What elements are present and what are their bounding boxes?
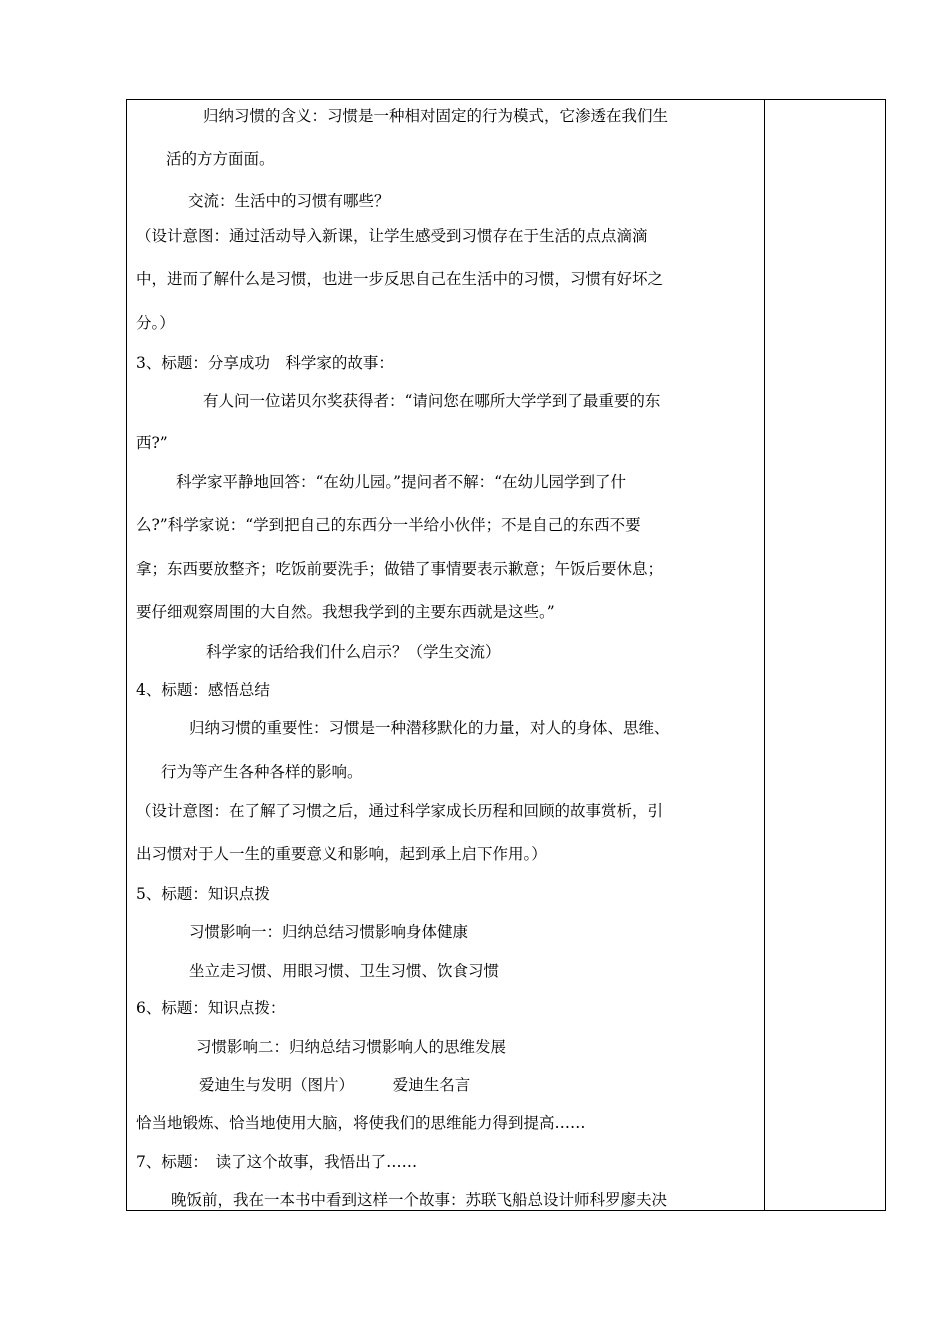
text-line: 么?”科学家说：“学到把自己的东西分一半给小伙伴；不是自己的东西不要 (136, 516, 641, 534)
section-heading: 6、标题：知识点拨： (136, 999, 286, 1017)
text-line: 归纳习惯的含义：习惯是一种相对固定的行为模式，它渗透在我们生 (203, 107, 669, 125)
text-line: 有人问一位诺贝尔奖获得者：“请问您在哪所大学学到了最重要的东 (203, 392, 661, 410)
section-heading: 4、标题：感悟总结 (136, 681, 270, 699)
section-heading: 7、标题： 读了这个故事，我悟出了…… (136, 1153, 418, 1171)
column-divider (764, 100, 765, 1210)
text-line: 要仔细观察周围的大自然。我想我学到的主要东西就是这些。” (136, 603, 555, 621)
text-line: （设计意图：通过活动导入新课，让学生感受到习惯存在于生活的点点滴滴 (136, 227, 648, 245)
text-line: 爱迪生与发明（图片） 爱迪生名言 (199, 1076, 471, 1094)
section-heading: 5、标题：知识点拨 (136, 885, 270, 903)
text-line: 习惯影响二：归纳总结习惯影响人的思维发展 (196, 1038, 507, 1056)
text-line: 归纳习惯的重要性：习惯是一种潜移默化的力量，对人的身体、思维、 (189, 719, 670, 737)
text-line: 坐立走习惯、用眼习惯、卫生习惯、饮食习惯 (189, 962, 500, 980)
text-line: 习惯影响一：归纳总结习惯影响身体健康 (189, 923, 469, 941)
section-heading: 3、标题：分享成功 科学家的故事： (136, 354, 394, 372)
text-line: 拿；东西要放整齐；吃饭前要洗手；做错了事情要表示歉意；午饭后要休息； (136, 560, 664, 578)
text-line: 西?” (136, 434, 168, 452)
text-line: 恰当地锻炼、恰当地使用大脑，将使我们的思维能力得到提高…… (136, 1114, 586, 1132)
text-line: 科学家的话给我们什么启示？（学生交流） (206, 643, 501, 661)
text-line: 晚饭前，我在一本书中看到这样一个故事：苏联飞船总设计师科罗廖夫决 (171, 1191, 668, 1209)
text-line: 交流：生活中的习惯有哪些？ (188, 192, 390, 210)
text-line: 科学家平静地回答：“在幼儿园。”提问者不解：“在幼儿园学到了什 (176, 473, 627, 491)
text-line: 中，进而了解什么是习惯，也进一步反思自己在生活中的习惯，习惯有好坏之 (136, 270, 664, 288)
text-line: 分。） (136, 314, 175, 332)
text-line: （设计意图：在了解了习惯之后，通过科学家成长历程和回顾的故事赏析，引 (136, 802, 664, 820)
text-line: 行为等产生各种各样的影响。 (161, 763, 363, 781)
text-line: 出习惯对于人一生的重要意义和影响，起到承上启下作用。） (136, 845, 547, 863)
text-line: 活的方方面面。 (166, 150, 275, 168)
